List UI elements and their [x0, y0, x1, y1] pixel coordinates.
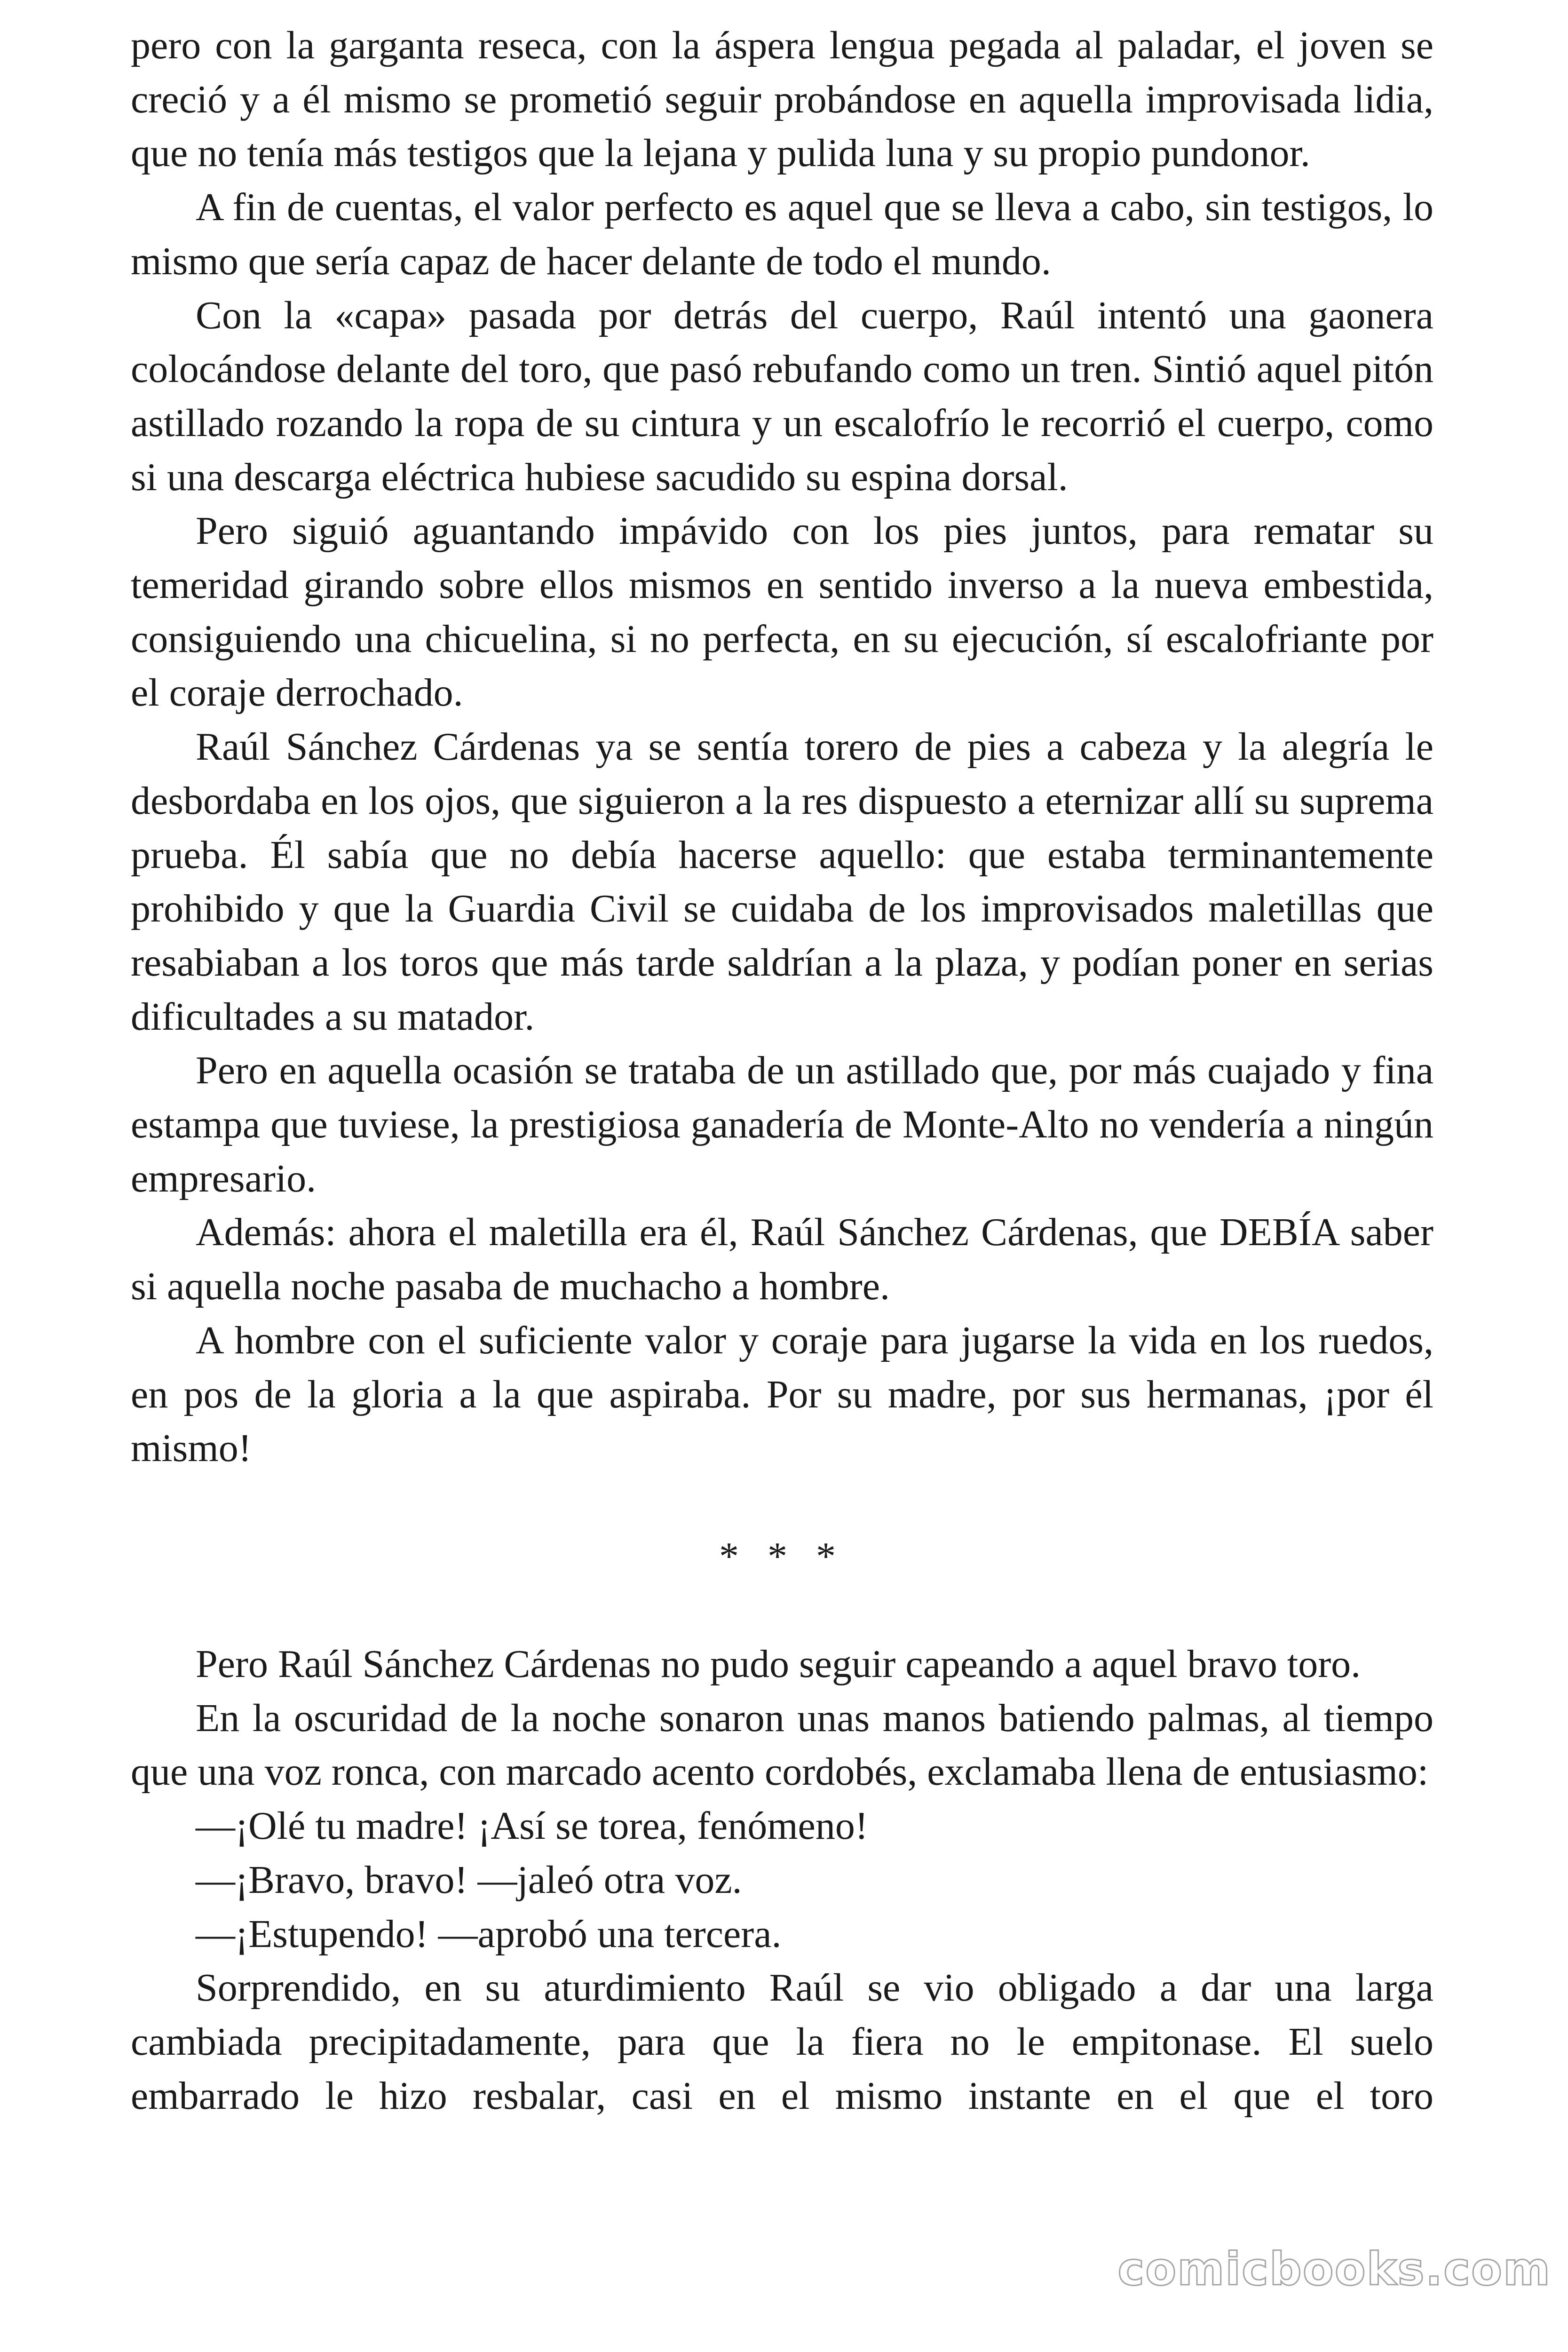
paragraph: Sorprendido, en su aturdimiento Raúl se vio obligado a dar una larga cambiada precipitadamente, para que la fiera no le empitonase. El suelo embarrado le hizo resbalar, casi en el mismo instante en el que el toro [131, 1966, 1433, 2118]
paragraph: Con la «capa» pasada por detrás del cuerpo, Raúl intentó una gaonera colocándose delante del toro, que pasó rebufando como un tren. Sintió aquel pitón astillado rozando la ropa de su cintura y un escalofrío le recorrió el cuerpo, como si una descarga eléctrica hubiese sacudido su espina dorsal. [131, 293, 1433, 499]
paragraph: Raúl Sánchez Cárdenas ya se sentía torero de pies a cabeza y la alegría le desbordaba en los ojos, que siguieron a la res dispuesto a eternizar allí su suprema prueba. Él sabía que no debía hacerse aquello: que estaba terminantemente prohibido y que la Guardia Civil se cuidaba de los improvisados maletillas que resabiaban a los toros que más tarde saldrían a la plaza, y podían poner en serias dificultades a su matador. [131, 725, 1433, 1039]
paragraph: Pero en aquella ocasión se trataba de un astillado que, por más cuajado y fina estampa que tuviese, la prestigiosa ganadería de Monte-Alto no vendería a ningún empresario. [131, 1049, 1433, 1200]
watermark: comicbooks.com [1117, 2243, 1551, 2296]
dialogue-line: —¡Olé tu madre! ¡Así se torea, fenómeno! [196, 1804, 868, 1848]
paragraph: A hombre con el suficiente valor y coraje para jugarse la vida en los ruedos, en pos de la gloria a la que aspiraba. Por su madre, por sus hermanas, ¡por él mismo! [131, 1318, 1433, 1470]
section-separator: * * * [719, 1534, 845, 1578]
paragraph: Pero Raúl Sánchez Cárdenas no pudo seguir capeando a aquel bravo toro. [196, 1642, 1361, 1686]
dialogue-line: —¡Estupendo! —aprobó una tercera. [196, 1912, 782, 1956]
dialogue-line: —¡Bravo, bravo! —jaleó otra voz. [196, 1858, 742, 1902]
paragraph: A fin de cuentas, el valor perfecto es aquel que se lleva a cabo, sin testigos, lo mismo que sería capaz de hacer delante de todo el mundo. [131, 185, 1433, 283]
paragraph: pero con la garganta reseca, con la áspera lengua pegada al paladar, el joven se creció y a él mismo se prometió seguir probándose en aquella improvisada lidia, que no tenía más testigos que la lejana y pulida luna y su propio pundonor. [131, 24, 1433, 175]
paragraph: Pero siguió aguantando impávido con los pies juntos, para rematar su temeridad girando sobre ellos mismos en sentido inverso a la nueva embestida, consiguiendo una chicuelina, si no perfecta, en su ejecución, sí escalofriante por el coraje derrochado. [131, 509, 1433, 715]
paragraph: En la oscuridad de la noche sonaron unas manos batiendo palmas, al tiempo que una voz ronca, con marcado acento cordobés, exclamaba llena de entusiasmo: [131, 1696, 1433, 1794]
paragraph: Además: ahora el maletilla era él, Raúl Sánchez Cárdenas, que DEBÍA saber si aquella noche pasaba de muchacho a hombre. [131, 1210, 1433, 1309]
body-text [131, 19, 1433, 2123]
